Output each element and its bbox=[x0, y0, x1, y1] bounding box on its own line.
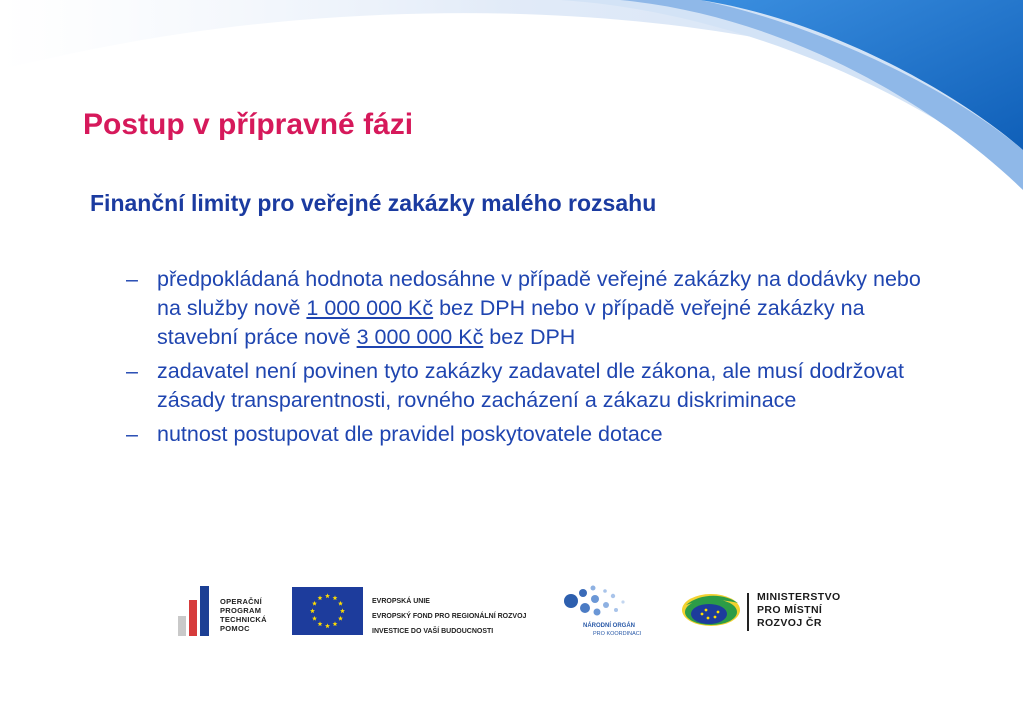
nok-logo-text: NÁRODNÍ ORGÁN bbox=[583, 623, 635, 629]
optp-logo-text: OPERAČNÍ bbox=[220, 597, 262, 606]
bullet-text: bez DPH nebo v případě veřejné zakázky na stavební práce nově bbox=[157, 296, 865, 349]
optp-logo-text: POMOC bbox=[220, 624, 250, 633]
bullet-dash: – bbox=[126, 422, 138, 446]
optp-logo-text: PROGRAM bbox=[220, 606, 262, 615]
optp-bars-icon bbox=[178, 586, 218, 638]
bullet-text: předpokládaná hodnota nedosáhne v případě veřejné zakázky na dodávky nebo na služby nově bbox=[157, 267, 921, 320]
nok-logo bbox=[561, 584, 646, 640]
eu-logo-text: EVROPSKÁ UNIE bbox=[372, 598, 430, 605]
bullet-text: zadavatel není povinen tyto zakázky zadavatel dle zákona, ale musí dodržovat zásady transparentnosti, rovného zacházení a zákazu diskriminace bbox=[157, 359, 904, 412]
bullet-list bbox=[126, 265, 941, 454]
slide-title: Postup v přípravné fázi bbox=[83, 108, 414, 141]
limit-amount-supplies: 1 000 000 Kč bbox=[306, 296, 434, 320]
eu-logo-text: EVROPSKÝ FOND PRO REGIONÁLNÍ ROZVOJ bbox=[372, 613, 527, 620]
nok-logo-subtext: PRO KOORDINACI bbox=[593, 631, 642, 637]
bullet-dash: – bbox=[126, 267, 138, 291]
bullet-dash: – bbox=[126, 359, 138, 383]
eu-logo bbox=[292, 587, 552, 637]
bullet-item bbox=[126, 420, 941, 449]
bullet-text: nutnost postupovat dle pravidel poskytovatele dotace bbox=[157, 422, 663, 446]
mmr-logo-text: PRO MÍSTNÍ bbox=[757, 604, 823, 616]
optp-logo bbox=[178, 586, 278, 638]
mmr-logo bbox=[680, 589, 850, 633]
bullet-item bbox=[126, 357, 941, 415]
mmr-logo-divider bbox=[747, 593, 749, 631]
mmr-emblem-icon bbox=[680, 589, 742, 629]
mmr-logo-text: ROZVOJ ČR bbox=[757, 617, 822, 629]
bullet-item bbox=[126, 265, 941, 352]
bullet-text: bez DPH bbox=[483, 325, 576, 349]
limit-amount-construction: 3 000 000 Kč bbox=[356, 325, 484, 349]
optp-logo-text: TECHNICKÁ bbox=[220, 615, 267, 624]
eu-logo-text: INVESTICE DO VAŠÍ BUDOUCNOSTI bbox=[372, 628, 494, 635]
slide-subtitle: Finanční limity pro veřejné zakázky malého rozsahu bbox=[90, 190, 657, 216]
nok-dots-icon bbox=[561, 584, 646, 624]
eu-flag-icon bbox=[292, 587, 363, 635]
mmr-logo-text: MINISTERSTVO bbox=[757, 591, 841, 603]
